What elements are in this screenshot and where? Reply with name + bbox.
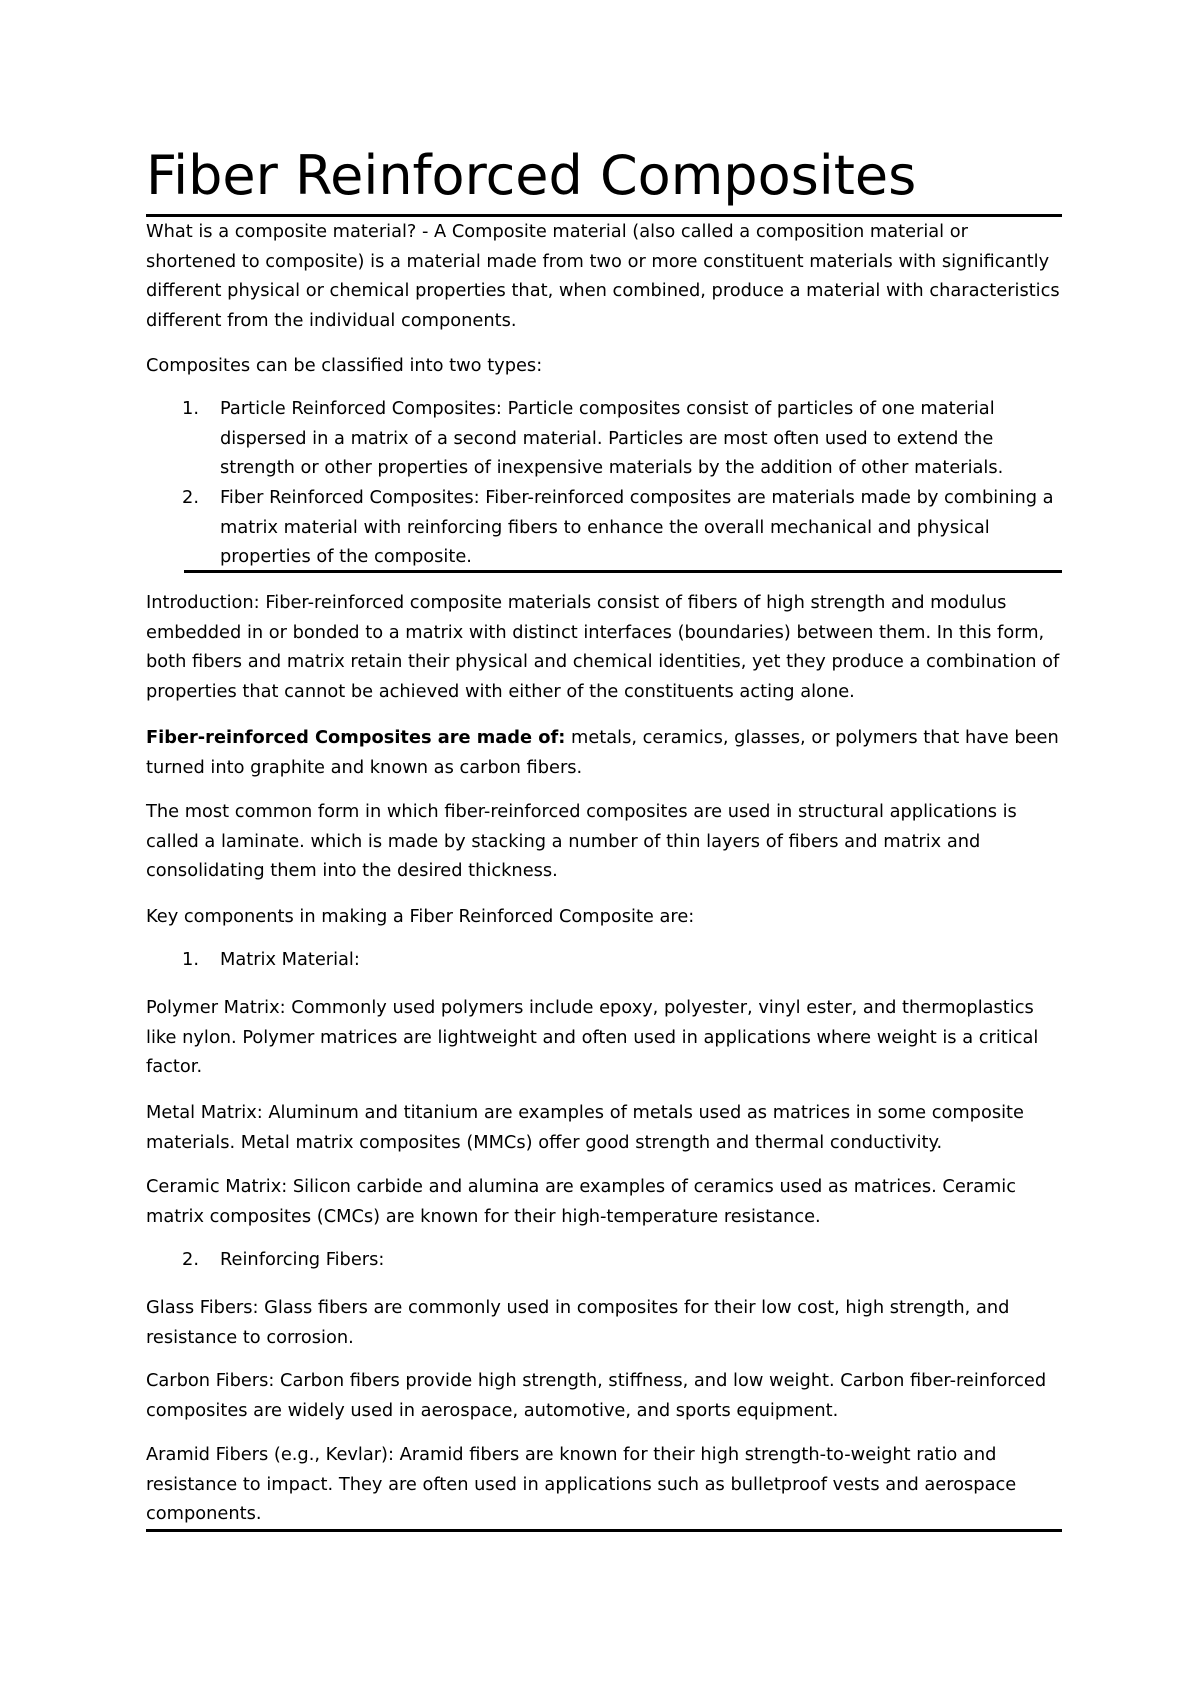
list-number: 2. <box>182 487 199 508</box>
polymer-matrix-paragraph: Polymer Matrix: Commonly used polymers include epoxy, polyester, vinyl ester, and thermoplastics like nylon. Polymer matrices are lightweight and often used in applications where weight is a critical factor. <box>146 997 1039 1077</box>
aramid-fibers-paragraph: Aramid Fibers (e.g., Kevlar): Aramid fibers are known for their high strength-to-weight ratio and resistance to impact. They are often used in applications such as bulletproof vests and aerospace components. <box>146 1444 1017 1524</box>
introduction-paragraph: Introduction: Fiber-reinforced composite materials consist of fibers of high strength and modulus embedded in or bonded to a matrix with distinct interfaces (boundaries) between them. In this form, both fibers and matrix retain their physical and chemical identities, yet they produce a combination of properties that cannot be achieved with either of the constituents acting alone. <box>146 592 1060 702</box>
list-number: 2. <box>182 1249 199 1270</box>
classification-heading: Composites can be classified into two types: <box>146 355 543 376</box>
made-of-paragraph <box>146 723 1062 782</box>
glass-fibers-paragraph: Glass Fibers: Glass fibers are commonly used in composites for their low cost, high strength, and resistance to corrosion. <box>146 1297 1010 1348</box>
made-of-label: Fiber-reinforced Composites are made of: <box>146 727 566 748</box>
made-of-text: metals, ceramics, glasses, or polymers that have been turned into graphite and known as carbon fibers. <box>146 727 1059 778</box>
list-number: 1. <box>182 398 199 419</box>
laminate-paragraph: The most common form in which fiber-reinforced composites are used in structural applications is called a laminate. which is made by stacking a number of thin layers of fibers and matrix and consolidating them into the desired thickness. <box>146 801 1017 881</box>
list-divider <box>184 570 1062 573</box>
ceramic-matrix-paragraph: Ceramic Matrix: Silicon carbide and alumina are examples of ceramics used as matrices. Ceramic matrix composites (CMCs) are known for their high-temperature resistance. <box>146 1176 1017 1227</box>
list-item-text: Fiber Reinforced Composites: Fiber-reinforced composites are materials made by combining a matrix material with reinforcing fibers to enhance the overall mechanical and physical properties of the composite. <box>220 487 1054 567</box>
carbon-fibers-paragraph: Carbon Fibers: Carbon fibers provide high strength, stiffness, and low weight. Carbon fiber-reinforced composites are widely used in aerospace, automotive, and sports equipment. <box>146 1370 1047 1421</box>
intro-paragraph: What is a composite material? - A Composite material (also called a composition material or shortened to composite) is a material made from two or more constituent materials with significantly different physical or chemical properties that, when combined, produce a material with characteristics different from the individual components. <box>146 221 1060 331</box>
end-divider <box>146 1529 1062 1532</box>
metal-matrix-paragraph: Metal Matrix: Aluminum and titanium are examples of metals used as matrices in some composite materials. Metal matrix composites (MMCs) offer good strength and thermal conductivity. <box>146 1102 1024 1153</box>
list-item-text: Matrix Material: <box>220 949 360 970</box>
page-title: Fiber Reinforced Composites <box>146 144 917 207</box>
list-item-text: Reinforcing Fibers: <box>220 1249 385 1270</box>
key-components-heading: Key components in making a Fiber Reinforced Composite are: <box>146 906 695 927</box>
list-item-text: Particle Reinforced Composites: Particle composites consist of particles of one material dispersed in a matrix of a second material. Particles are most often used to extend the strength or other properties of inexpensive materials by the addition of other materials. <box>220 398 1004 478</box>
list-number: 1. <box>182 949 199 970</box>
